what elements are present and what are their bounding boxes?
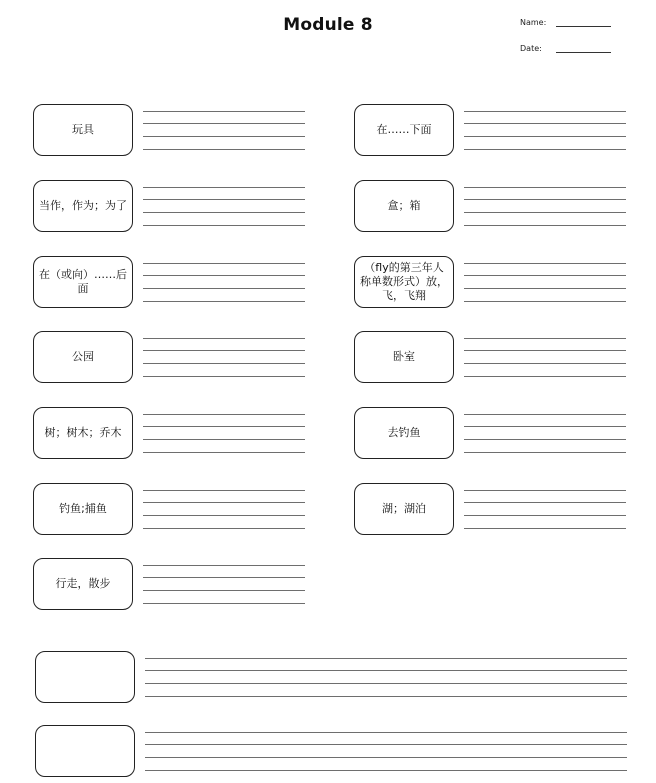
sentence-writing-lines[interactable] xyxy=(145,732,627,783)
date-field[interactable] xyxy=(520,44,611,53)
writing-lines[interactable] xyxy=(143,187,305,238)
vocab-box: 去钓鱼 xyxy=(354,407,454,459)
writing-lines[interactable] xyxy=(464,490,626,541)
vocab-box: 湖；湖泊 xyxy=(354,483,454,535)
vocab-box: 钓鱼;捕鱼 xyxy=(33,483,133,535)
writing-lines[interactable] xyxy=(464,414,626,465)
writing-lines[interactable] xyxy=(464,111,626,162)
vocab-row-right-6 xyxy=(354,483,626,541)
vocab-box: （fly的第三年人称单数形式）放，飞，飞翔 xyxy=(354,256,454,308)
writing-lines[interactable] xyxy=(143,263,305,314)
vocab-row-left-1 xyxy=(33,104,305,162)
writing-lines[interactable] xyxy=(143,338,305,389)
vocab-row-left-6 xyxy=(33,483,305,541)
name-field[interactable] xyxy=(520,18,611,27)
vocab-row-left-5 xyxy=(33,407,305,465)
writing-lines[interactable] xyxy=(464,187,626,238)
vocab-row-right-4 xyxy=(354,331,626,389)
writing-lines[interactable] xyxy=(464,263,626,314)
vocab-row-left-4 xyxy=(33,331,305,389)
vocab-box: 行走，散步 xyxy=(33,558,133,610)
date-label: Date: xyxy=(520,44,542,53)
vocab-row-left-3 xyxy=(33,256,305,314)
vocab-box: 在（或向）……后面 xyxy=(33,256,133,308)
vocab-box: 树；树木；乔木 xyxy=(33,407,133,459)
vocab-row-left-7 xyxy=(33,558,305,616)
writing-lines[interactable] xyxy=(143,565,305,616)
page-title: Module 8 xyxy=(283,15,373,35)
sentence-box xyxy=(35,725,135,777)
vocab-row-right-1 xyxy=(354,104,626,162)
writing-lines[interactable] xyxy=(464,338,626,389)
sentence-box xyxy=(35,651,135,703)
vocab-row-right-5 xyxy=(354,407,626,465)
writing-lines[interactable] xyxy=(143,490,305,541)
sentence-row-1 xyxy=(35,651,627,709)
sentence-row-2 xyxy=(35,725,627,783)
writing-lines[interactable] xyxy=(143,414,305,465)
writing-lines[interactable] xyxy=(143,111,305,162)
vocab-box: 公园 xyxy=(33,331,133,383)
name-label: Name: xyxy=(520,18,547,27)
vocab-row-left-2 xyxy=(33,180,305,238)
vocab-box: 卧室 xyxy=(354,331,454,383)
vocab-row-right-3 xyxy=(354,256,626,314)
name-blank-line[interactable] xyxy=(556,19,611,27)
vocab-box: 当作，作为；为了 xyxy=(33,180,133,232)
date-blank-line[interactable] xyxy=(556,45,611,53)
vocab-box: 玩具 xyxy=(33,104,133,156)
vocab-box: 在……下面 xyxy=(354,104,454,156)
vocab-row-right-2 xyxy=(354,180,626,238)
vocab-box: 盒；箱 xyxy=(354,180,454,232)
sentence-writing-lines[interactable] xyxy=(145,658,627,709)
